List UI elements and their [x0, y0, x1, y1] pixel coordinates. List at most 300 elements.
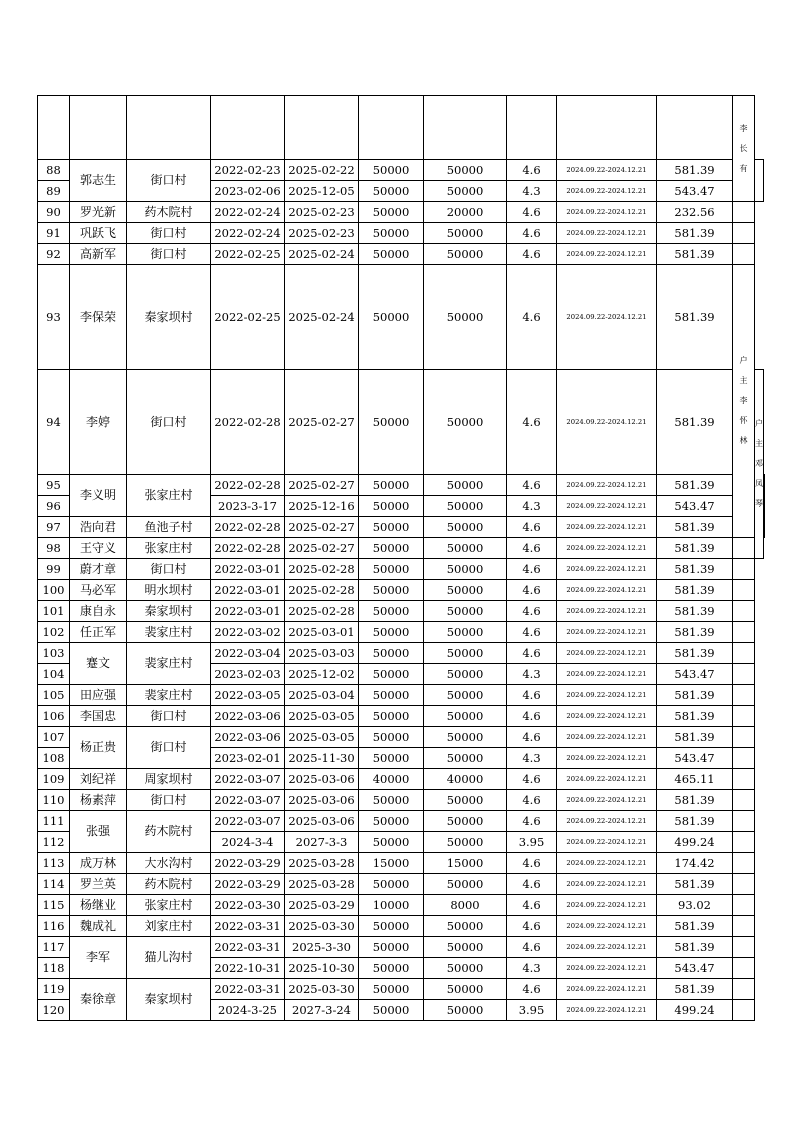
row-number: 119: [38, 979, 70, 1000]
loan-end-date: 2025-02-23: [285, 202, 359, 223]
loan-end-date: 2025-03-06: [285, 790, 359, 811]
note: [733, 538, 755, 559]
interest-rate: 4.6: [507, 160, 557, 181]
interest-rate: 4.3: [507, 664, 557, 685]
loan-start-date: 2022-03-06: [211, 727, 285, 748]
note: [733, 916, 755, 937]
row-number: 118: [38, 958, 70, 979]
interest-amount: 581.39: [657, 937, 733, 958]
loan-end-date: 2025-02-28: [285, 559, 359, 580]
row-number: 101: [38, 601, 70, 622]
interest-amount: 581.39: [657, 475, 733, 496]
loan-start-date: 2022-03-31: [211, 916, 285, 937]
interest-amount: 499.24: [657, 1000, 733, 1021]
loan-start-date: 2022-03-31: [211, 979, 285, 1000]
loan-amount: 50000: [359, 475, 424, 496]
loan-amount: 50000: [359, 937, 424, 958]
interest-amount: 232.56: [657, 202, 733, 223]
interest-period: 2024.09.22-2024.12.21: [557, 643, 657, 664]
table-row: [38, 223, 765, 244]
borrower-name: 巩跃飞: [70, 223, 127, 244]
interest-amount: 581.39: [657, 223, 733, 244]
interest-rate: 4.3: [507, 748, 557, 769]
loan-start-date: 2022-03-01: [211, 580, 285, 601]
loan-end-date: 2025-03-06: [285, 769, 359, 790]
loan-start-date: 2022-10-31: [211, 958, 285, 979]
table-row: [38, 727, 765, 748]
village-name: 裴家庄村: [127, 622, 211, 643]
loan-amount: 50000: [359, 643, 424, 664]
interest-rate: 4.6: [507, 790, 557, 811]
table-row: [38, 202, 765, 223]
interest-period: 2024.09.22-2024.12.21: [557, 664, 657, 685]
village-name: 周家坝村: [127, 769, 211, 790]
note: [764, 517, 765, 538]
note: [733, 685, 755, 706]
interest-amount: 581.39: [657, 559, 733, 580]
loan-balance: 15000: [424, 853, 507, 874]
loan-amount: 50000: [359, 244, 424, 265]
loan-end-date: 2025-03-04: [285, 685, 359, 706]
loan-end-date: 2027-3-24: [285, 1000, 359, 1021]
loan-start-date: 2023-02-06: [211, 181, 285, 202]
loan-amount: 50000: [359, 685, 424, 706]
row-number: 108: [38, 748, 70, 769]
loan-end-date: 2025-12-02: [285, 664, 359, 685]
borrower-name: 李国忠: [70, 706, 127, 727]
row-number: 114: [38, 874, 70, 895]
loan-amount: 50000: [359, 811, 424, 832]
loan-end-date: 2025-02-28: [285, 580, 359, 601]
interest-rate: 4.6: [507, 685, 557, 706]
interest-rate: 3.95: [507, 1000, 557, 1021]
interest-amount: 581.39: [657, 265, 733, 370]
village-name: 街口村: [127, 160, 211, 202]
interest-period: 2024.09.22-2024.12.21: [557, 475, 657, 496]
interest-amount: 581.39: [657, 685, 733, 706]
borrower-name: 罗兰英: [70, 874, 127, 895]
loan-start-date: [211, 96, 285, 160]
table-row: [38, 769, 765, 790]
loan-amount: 40000: [359, 769, 424, 790]
loan-balance: 50000: [424, 517, 507, 538]
interest-amount: 581.39: [657, 874, 733, 895]
village-name: [127, 96, 211, 160]
table-row: [38, 559, 765, 580]
loan-end-date: 2025-03-28: [285, 853, 359, 874]
borrower-name: 张强: [70, 811, 127, 853]
loan-start-date: 2022-03-29: [211, 853, 285, 874]
interest-period: 2024.09.22-2024.12.21: [557, 622, 657, 643]
interest-rate: 4.6: [507, 706, 557, 727]
loan-balance: 50000: [424, 685, 507, 706]
table-row: [38, 685, 765, 706]
interest-rate: 3.95: [507, 832, 557, 853]
interest-rate: 4.6: [507, 223, 557, 244]
loan-start-date: 2022-02-25: [211, 265, 285, 370]
loan-amount: 50000: [359, 979, 424, 1000]
row-number: 107: [38, 727, 70, 748]
loan-start-date: 2022-03-07: [211, 811, 285, 832]
row-number: [38, 96, 70, 160]
loan-end-date: 2025-03-06: [285, 811, 359, 832]
interest-amount: 543.47: [657, 496, 733, 517]
interest-amount: 581.39: [657, 370, 733, 475]
village-name: 药木院村: [127, 874, 211, 895]
loan-amount: 50000: [359, 727, 424, 748]
table-row: [38, 937, 765, 958]
note: 户 主 邓 凤 琴: [755, 370, 764, 559]
row-number: 113: [38, 853, 70, 874]
interest-period: 2024.09.22-2024.12.21: [557, 811, 657, 832]
interest-rate: 4.6: [507, 895, 557, 916]
loan-amount: 50000: [359, 559, 424, 580]
borrower-name: 李婷: [70, 370, 127, 475]
note: [733, 958, 755, 979]
table-row: [38, 517, 765, 538]
interest-rate: 4.6: [507, 979, 557, 1000]
interest-period: 2024.09.22-2024.12.21: [557, 916, 657, 937]
interest-period: 2024.09.22-2024.12.21: [557, 748, 657, 769]
loan-start-date: 2022-02-28: [211, 538, 285, 559]
note: 户 主 李 怀 林: [733, 265, 755, 538]
row-number: 93: [38, 265, 70, 370]
interest-amount: 581.39: [657, 580, 733, 601]
loan-start-date: 2024-3-4: [211, 832, 285, 853]
village-name: 街口村: [127, 559, 211, 580]
interest-rate: 4.6: [507, 769, 557, 790]
village-name: 张家庄村: [127, 895, 211, 916]
village-name: 张家庄村: [127, 475, 211, 517]
village-name: 药木院村: [127, 202, 211, 223]
loan-balance: 50000: [424, 832, 507, 853]
table-row: [38, 160, 765, 181]
loan-end-date: 2025-02-22: [285, 160, 359, 181]
row-number: 98: [38, 538, 70, 559]
table-row: [38, 874, 765, 895]
table-row: [38, 790, 765, 811]
loan-balance: 50000: [424, 916, 507, 937]
interest-rate: 4.6: [507, 937, 557, 958]
loan-start-date: 2022-02-24: [211, 223, 285, 244]
loan-start-date: 2022-03-04: [211, 643, 285, 664]
village-name: 裴家庄村: [127, 643, 211, 685]
note: [733, 244, 755, 265]
table-row: [38, 853, 765, 874]
interest-amount: 499.24: [657, 832, 733, 853]
note: [733, 202, 755, 223]
interest-period: 2024.09.22-2024.12.21: [557, 538, 657, 559]
table-row: [38, 601, 765, 622]
interest-amount: 543.47: [657, 748, 733, 769]
loan-end-date: 2025-12-16: [285, 496, 359, 517]
interest-period: 2024.09.22-2024.12.21: [557, 1000, 657, 1021]
interest-period: 2024.09.22-2024.12.21: [557, 874, 657, 895]
loan-amount: 50000: [359, 160, 424, 181]
borrower-name: 罗光新: [70, 202, 127, 223]
borrower-name: 杨素萍: [70, 790, 127, 811]
loan-balance: 50000: [424, 580, 507, 601]
interest-rate: 4.6: [507, 853, 557, 874]
interest-period: 2024.09.22-2024.12.21: [557, 244, 657, 265]
interest-amount: 581.39: [657, 727, 733, 748]
row-number: 102: [38, 622, 70, 643]
borrower-name: 成万林: [70, 853, 127, 874]
loan-amount: [359, 96, 424, 160]
note: [733, 748, 755, 769]
loan-balance: 50000: [424, 979, 507, 1000]
loan-amount: 50000: [359, 748, 424, 769]
borrower-name: 任正军: [70, 622, 127, 643]
interest-amount: 581.39: [657, 244, 733, 265]
loan-amount: 50000: [359, 580, 424, 601]
loan-balance: 50000: [424, 1000, 507, 1021]
loan-start-date: 2022-03-06: [211, 706, 285, 727]
table-row: [38, 643, 765, 664]
village-name: 街口村: [127, 727, 211, 769]
loan-start-date: 2022-02-28: [211, 517, 285, 538]
loan-end-date: 2025-02-27: [285, 475, 359, 496]
loan-balance: 20000: [424, 202, 507, 223]
loan-balance: 50000: [424, 181, 507, 202]
interest-amount: 581.39: [657, 811, 733, 832]
loan-balance: 50000: [424, 475, 507, 496]
row-number: 120: [38, 1000, 70, 1021]
interest-rate: 4.6: [507, 244, 557, 265]
loan-start-date: 2023-3-17: [211, 496, 285, 517]
interest-period: 2024.09.22-2024.12.21: [557, 496, 657, 517]
loan-start-date: 2022-03-05: [211, 685, 285, 706]
loan-end-date: 2025-03-05: [285, 727, 359, 748]
row-number: 97: [38, 517, 70, 538]
loan-amount: 50000: [359, 1000, 424, 1021]
loan-balance: 50000: [424, 958, 507, 979]
interest-amount: 543.47: [657, 181, 733, 202]
interest-period: 2024.09.22-2024.12.21: [557, 370, 657, 475]
interest-period: 2024.09.22-2024.12.21: [557, 223, 657, 244]
loan-end-date: [285, 96, 359, 160]
loan-end-date: 2025-02-23: [285, 223, 359, 244]
interest-period: 2024.09.22-2024.12.21: [557, 727, 657, 748]
village-name: 裴家庄村: [127, 685, 211, 706]
loan-amount: 50000: [359, 517, 424, 538]
table-row: [38, 475, 765, 496]
interest-rate: 4.6: [507, 559, 557, 580]
loan-balance: 50000: [424, 664, 507, 685]
borrower-name: 杨正贵: [70, 727, 127, 769]
interest-rate: 4.6: [507, 517, 557, 538]
note: [733, 979, 755, 1000]
loan-end-date: 2025-02-27: [285, 370, 359, 475]
borrower-name: 李保荣: [70, 265, 127, 370]
village-name: 药木院村: [127, 811, 211, 853]
loan-start-date: 2022-03-01: [211, 559, 285, 580]
note: [733, 790, 755, 811]
loan-end-date: 2025-11-30: [285, 748, 359, 769]
borrower-name: 田应强: [70, 685, 127, 706]
borrower-name: 浩向君: [70, 517, 127, 538]
interest-amount: 581.39: [657, 643, 733, 664]
loan-end-date: 2025-02-27: [285, 538, 359, 559]
row-number: 96: [38, 496, 70, 517]
loan-balance: 50000: [424, 244, 507, 265]
interest-rate: 4.3: [507, 496, 557, 517]
loan-balance: 50000: [424, 538, 507, 559]
note: [733, 664, 755, 685]
village-name: 街口村: [127, 790, 211, 811]
interest-rate: 4.6: [507, 265, 557, 370]
loan-end-date: 2025-02-27: [285, 517, 359, 538]
borrower-name: 杨继业: [70, 895, 127, 916]
row-number: 104: [38, 664, 70, 685]
village-name: 秦家坝村: [127, 265, 211, 370]
table-body: [38, 96, 765, 1021]
loan-balance: 50000: [424, 265, 507, 370]
loan-end-date: 2025-03-03: [285, 643, 359, 664]
interest-period: 2024.09.22-2024.12.21: [557, 895, 657, 916]
row-number: 112: [38, 832, 70, 853]
row-number: 115: [38, 895, 70, 916]
loan-amount: 50000: [359, 265, 424, 370]
note: [733, 580, 755, 601]
interest-period: 2024.09.22-2024.12.21: [557, 769, 657, 790]
interest-rate: 4.6: [507, 475, 557, 496]
interest-amount: 581.39: [657, 790, 733, 811]
loan-amount: 50000: [359, 370, 424, 475]
loan-end-date: 2025-03-05: [285, 706, 359, 727]
borrower-name: 高新军: [70, 244, 127, 265]
row-number: 91: [38, 223, 70, 244]
row-number: 94: [38, 370, 70, 475]
note: [733, 727, 755, 748]
loan-balance: 40000: [424, 769, 507, 790]
borrower-name: 王守义: [70, 538, 127, 559]
loan-balance: 50000: [424, 727, 507, 748]
table-row: [38, 916, 765, 937]
loan-balance: 8000: [424, 895, 507, 916]
loan-amount: 50000: [359, 181, 424, 202]
loan-amount: 50000: [359, 622, 424, 643]
row-number: 105: [38, 685, 70, 706]
village-name: 街口村: [127, 244, 211, 265]
borrower-name: 郭志生: [70, 160, 127, 202]
borrower-name: 李军: [70, 937, 127, 979]
row-number: 88: [38, 160, 70, 181]
table-row: [38, 538, 765, 559]
loan-start-date: 2022-03-30: [211, 895, 285, 916]
note: [733, 832, 755, 853]
loan-amount: 50000: [359, 706, 424, 727]
table-row: [38, 706, 765, 727]
row-number: 89: [38, 181, 70, 202]
row-number: 117: [38, 937, 70, 958]
interest-amount: 543.47: [657, 958, 733, 979]
interest-rate: 4.6: [507, 874, 557, 895]
interest-period: 2024.09.22-2024.12.21: [557, 580, 657, 601]
note: 李 长 有: [733, 96, 755, 202]
village-name: 街口村: [127, 370, 211, 475]
table-row: [38, 811, 765, 832]
loan-amount: 50000: [359, 223, 424, 244]
note: [733, 811, 755, 832]
interest-rate: 4.6: [507, 538, 557, 559]
note: [733, 622, 755, 643]
loan-end-date: 2025-02-24: [285, 265, 359, 370]
interest-amount: 581.39: [657, 601, 733, 622]
loan-balance: 50000: [424, 496, 507, 517]
interest-rate: 4.3: [507, 958, 557, 979]
loan-balance: 50000: [424, 370, 507, 475]
interest-amount: 465.11: [657, 769, 733, 790]
borrower-name: [70, 96, 127, 160]
interest-period: 2024.09.22-2024.12.21: [557, 265, 657, 370]
loan-balance: 50000: [424, 748, 507, 769]
village-name: 秦家坝村: [127, 979, 211, 1021]
interest-period: 2024.09.22-2024.12.21: [557, 853, 657, 874]
interest-amount: 581.39: [657, 916, 733, 937]
loan-amount: 50000: [359, 496, 424, 517]
loan-balance: 50000: [424, 601, 507, 622]
loan-end-date: 2025-03-29: [285, 895, 359, 916]
loan-start-date: 2024-3-25: [211, 1000, 285, 1021]
interest-period: 2024.09.22-2024.12.21: [557, 832, 657, 853]
interest-period: 2024.09.22-2024.12.21: [557, 160, 657, 181]
interest-rate: 4.6: [507, 601, 557, 622]
village-name: 街口村: [127, 223, 211, 244]
note: [733, 223, 755, 244]
interest-rate: 4.6: [507, 370, 557, 475]
interest-amount: 581.39: [657, 979, 733, 1000]
loan-start-date: 2022-03-02: [211, 622, 285, 643]
village-name: 张家庄村: [127, 538, 211, 559]
loan-start-date: 2022-02-28: [211, 370, 285, 475]
note: [733, 769, 755, 790]
table-row: [38, 244, 765, 265]
row-number: 106: [38, 706, 70, 727]
interest-rate: 4.6: [507, 622, 557, 643]
loan-end-date: 2025-10-30: [285, 958, 359, 979]
interest-amount: 93.02: [657, 895, 733, 916]
borrower-name: 蹇文: [70, 643, 127, 685]
row-number: 90: [38, 202, 70, 223]
interest-amount: 543.47: [657, 664, 733, 685]
note: [733, 601, 755, 622]
interest-amount: 581.39: [657, 622, 733, 643]
loan-amount: 10000: [359, 895, 424, 916]
loan-balance: 50000: [424, 874, 507, 895]
table-row: [38, 265, 765, 370]
table-row: [38, 580, 765, 601]
table-row: [38, 96, 765, 160]
interest-period: 2024.09.22-2024.12.21: [557, 559, 657, 580]
borrower-name: 康自永: [70, 601, 127, 622]
loan-start-date: 2022-03-29: [211, 874, 285, 895]
row-number: 100: [38, 580, 70, 601]
loan-amount: 50000: [359, 874, 424, 895]
loan-start-date: 2022-02-25: [211, 244, 285, 265]
interest-amount: 581.39: [657, 706, 733, 727]
loan-amount: 15000: [359, 853, 424, 874]
interest-period: 2024.09.22-2024.12.21: [557, 685, 657, 706]
note: [733, 874, 755, 895]
borrower-name: 蔚才章: [70, 559, 127, 580]
interest-rate: 4.3: [507, 181, 557, 202]
loan-balance: 50000: [424, 811, 507, 832]
note: [733, 853, 755, 874]
note: [733, 937, 755, 958]
interest-amount: 174.42: [657, 853, 733, 874]
loan-start-date: 2022-03-07: [211, 790, 285, 811]
